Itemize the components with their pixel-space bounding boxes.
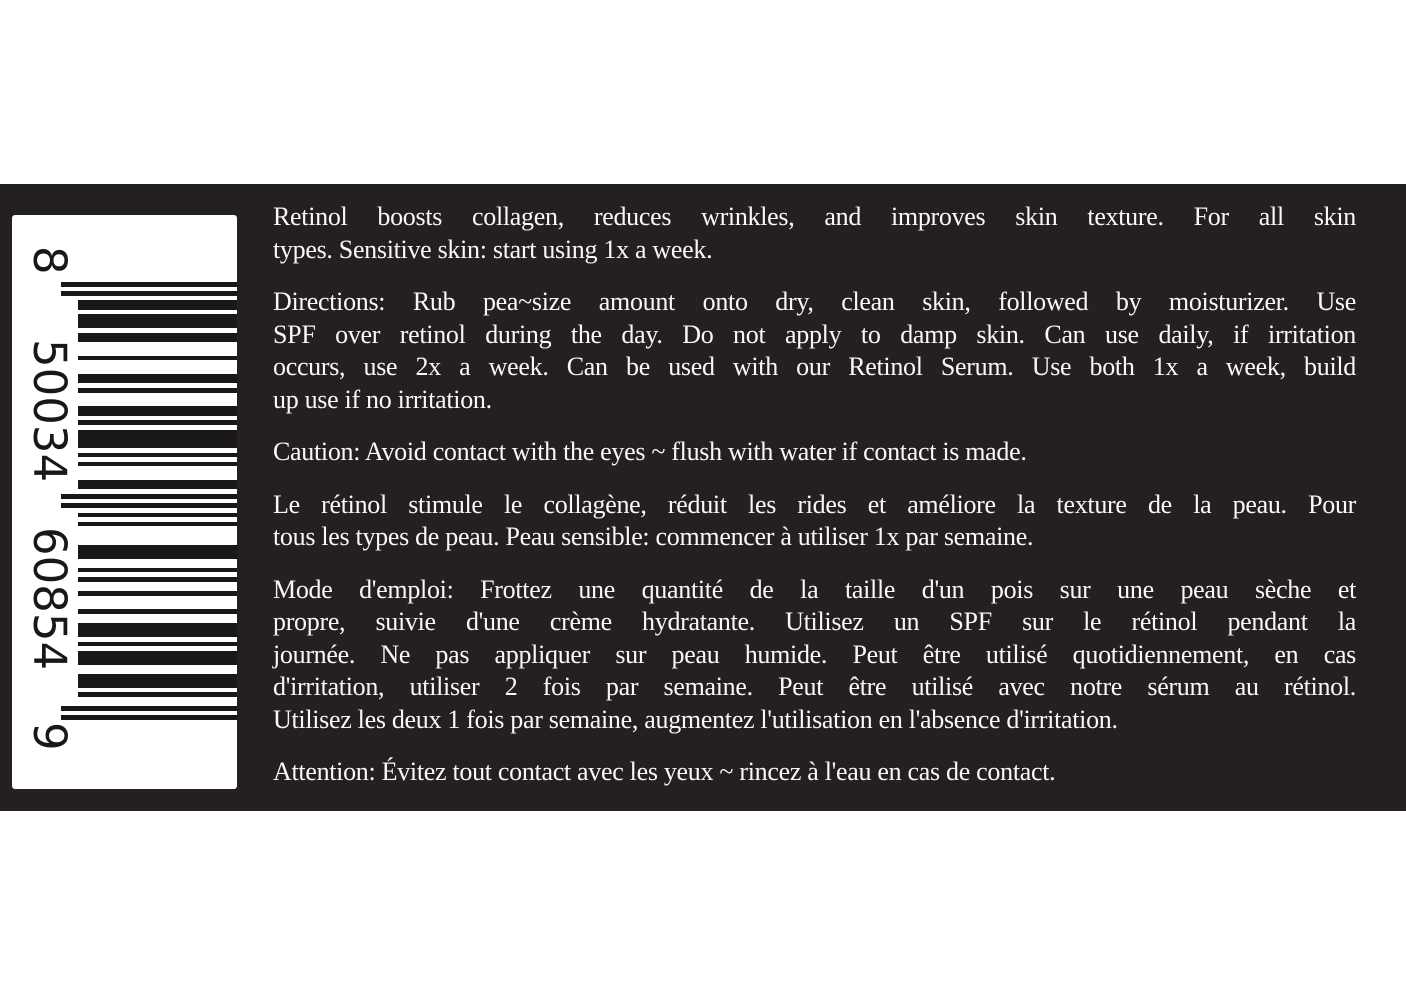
label-text	[273, 201, 1356, 789]
paragraph-2	[273, 286, 1356, 416]
barcode-bar	[78, 462, 237, 467]
paragraph-1	[273, 201, 1356, 266]
text-line: SPF over retinol during the day. Do not apply to damp skin. Can use daily, if irritation	[273, 319, 1356, 349]
barcode-bar	[78, 674, 237, 688]
text-line: d'irritation, utiliser 2 fois par semaine. Peut être utilisé avec notre sérum au rétinol.	[273, 672, 1356, 701]
text-line: Attention: Évitez tout contact avec les yeux ~ rincez à l'eau en cas de contact.	[273, 757, 1056, 786]
barcode-bar	[78, 333, 237, 342]
barcode-digit-last: 9	[23, 722, 76, 751]
barcode-bar	[61, 291, 237, 296]
text-line: Utilisez les deux 1 fois par semaine, augmentez l'utilisation en l'absence d'irritation.	[273, 704, 1118, 734]
text-line: journée. Ne pas appliquer sur peau humide. Peut être utilisé quotidiennement, en cas	[273, 639, 1356, 669]
barcode-bars	[61, 282, 237, 720]
barcode-bar	[78, 300, 237, 309]
barcode-digit-first: 8	[23, 246, 76, 275]
text-line: Directions: Rub pea~size amount onto dry, clean skin, followed by moisturizer. Use	[273, 287, 1356, 316]
barcode-bar	[78, 406, 237, 415]
barcode-bar	[78, 609, 237, 614]
text-line: Mode d'emploi: Frottez une quantité de la taille d'un pois sur une peau sèche et	[273, 574, 1356, 604]
text-line: types. Sensitive skin: start using 1x a week.	[273, 234, 713, 264]
barcode-bar	[78, 356, 237, 361]
barcode-bar	[78, 651, 237, 665]
barcode-bar	[78, 623, 237, 637]
barcode-bar	[78, 642, 237, 647]
barcode-bar	[78, 577, 237, 582]
barcode-bar	[61, 282, 237, 287]
barcode-bar	[78, 314, 237, 328]
text-line: Caution: Avoid contact with the eyes ~ flush with water if contact is made.	[273, 437, 1027, 466]
text-line: Le rétinol stimule le collagène, réduit les rides et améliore la texture de la peau. Pour	[273, 489, 1356, 519]
paragraph-3	[273, 436, 1356, 469]
text-line: propre, suivie d'une crème hydratante. Utilisez un SPF sur le rétinol pendant la	[273, 607, 1356, 636]
barcode-rotated-content	[12, 215, 237, 789]
barcode-bar	[61, 715, 237, 720]
barcode-bar	[61, 503, 237, 508]
text-line: Retinol boosts collagen, reduces wrinkles, and improves skin texture. For all skin	[273, 202, 1356, 231]
barcode-bar	[78, 453, 237, 458]
barcode-bar	[78, 430, 237, 448]
barcode-bar	[78, 545, 237, 559]
barcode-bar	[78, 374, 237, 383]
paragraph-4	[273, 489, 1356, 554]
text-line: up use if no irritation.	[273, 384, 492, 414]
barcode-bar	[61, 706, 237, 711]
barcode-bar	[78, 513, 237, 518]
text-line: tous les types de peau. Peau sensible: commencer à utiliser 1x par semaine.	[273, 522, 1034, 551]
barcode-bar	[78, 420, 237, 425]
back-label	[0, 184, 1406, 811]
barcode-bar	[61, 494, 237, 499]
paragraph-5	[273, 574, 1356, 737]
barcode-digit-right-group: 60854	[23, 527, 76, 671]
paragraph-6	[273, 756, 1356, 789]
barcode-bar	[78, 388, 237, 393]
barcode-bar	[78, 591, 237, 596]
barcode-bar	[78, 522, 237, 527]
barcode-bar	[78, 568, 237, 573]
barcode-digit-left-group: 50034	[23, 339, 76, 483]
text-line: occurs, use 2x a week. Can be used with our Retinol Serum. Use both 1x a week, build	[273, 352, 1356, 381]
barcode-bar	[78, 692, 237, 697]
barcode-bar	[78, 480, 237, 489]
barcode	[12, 215, 237, 789]
